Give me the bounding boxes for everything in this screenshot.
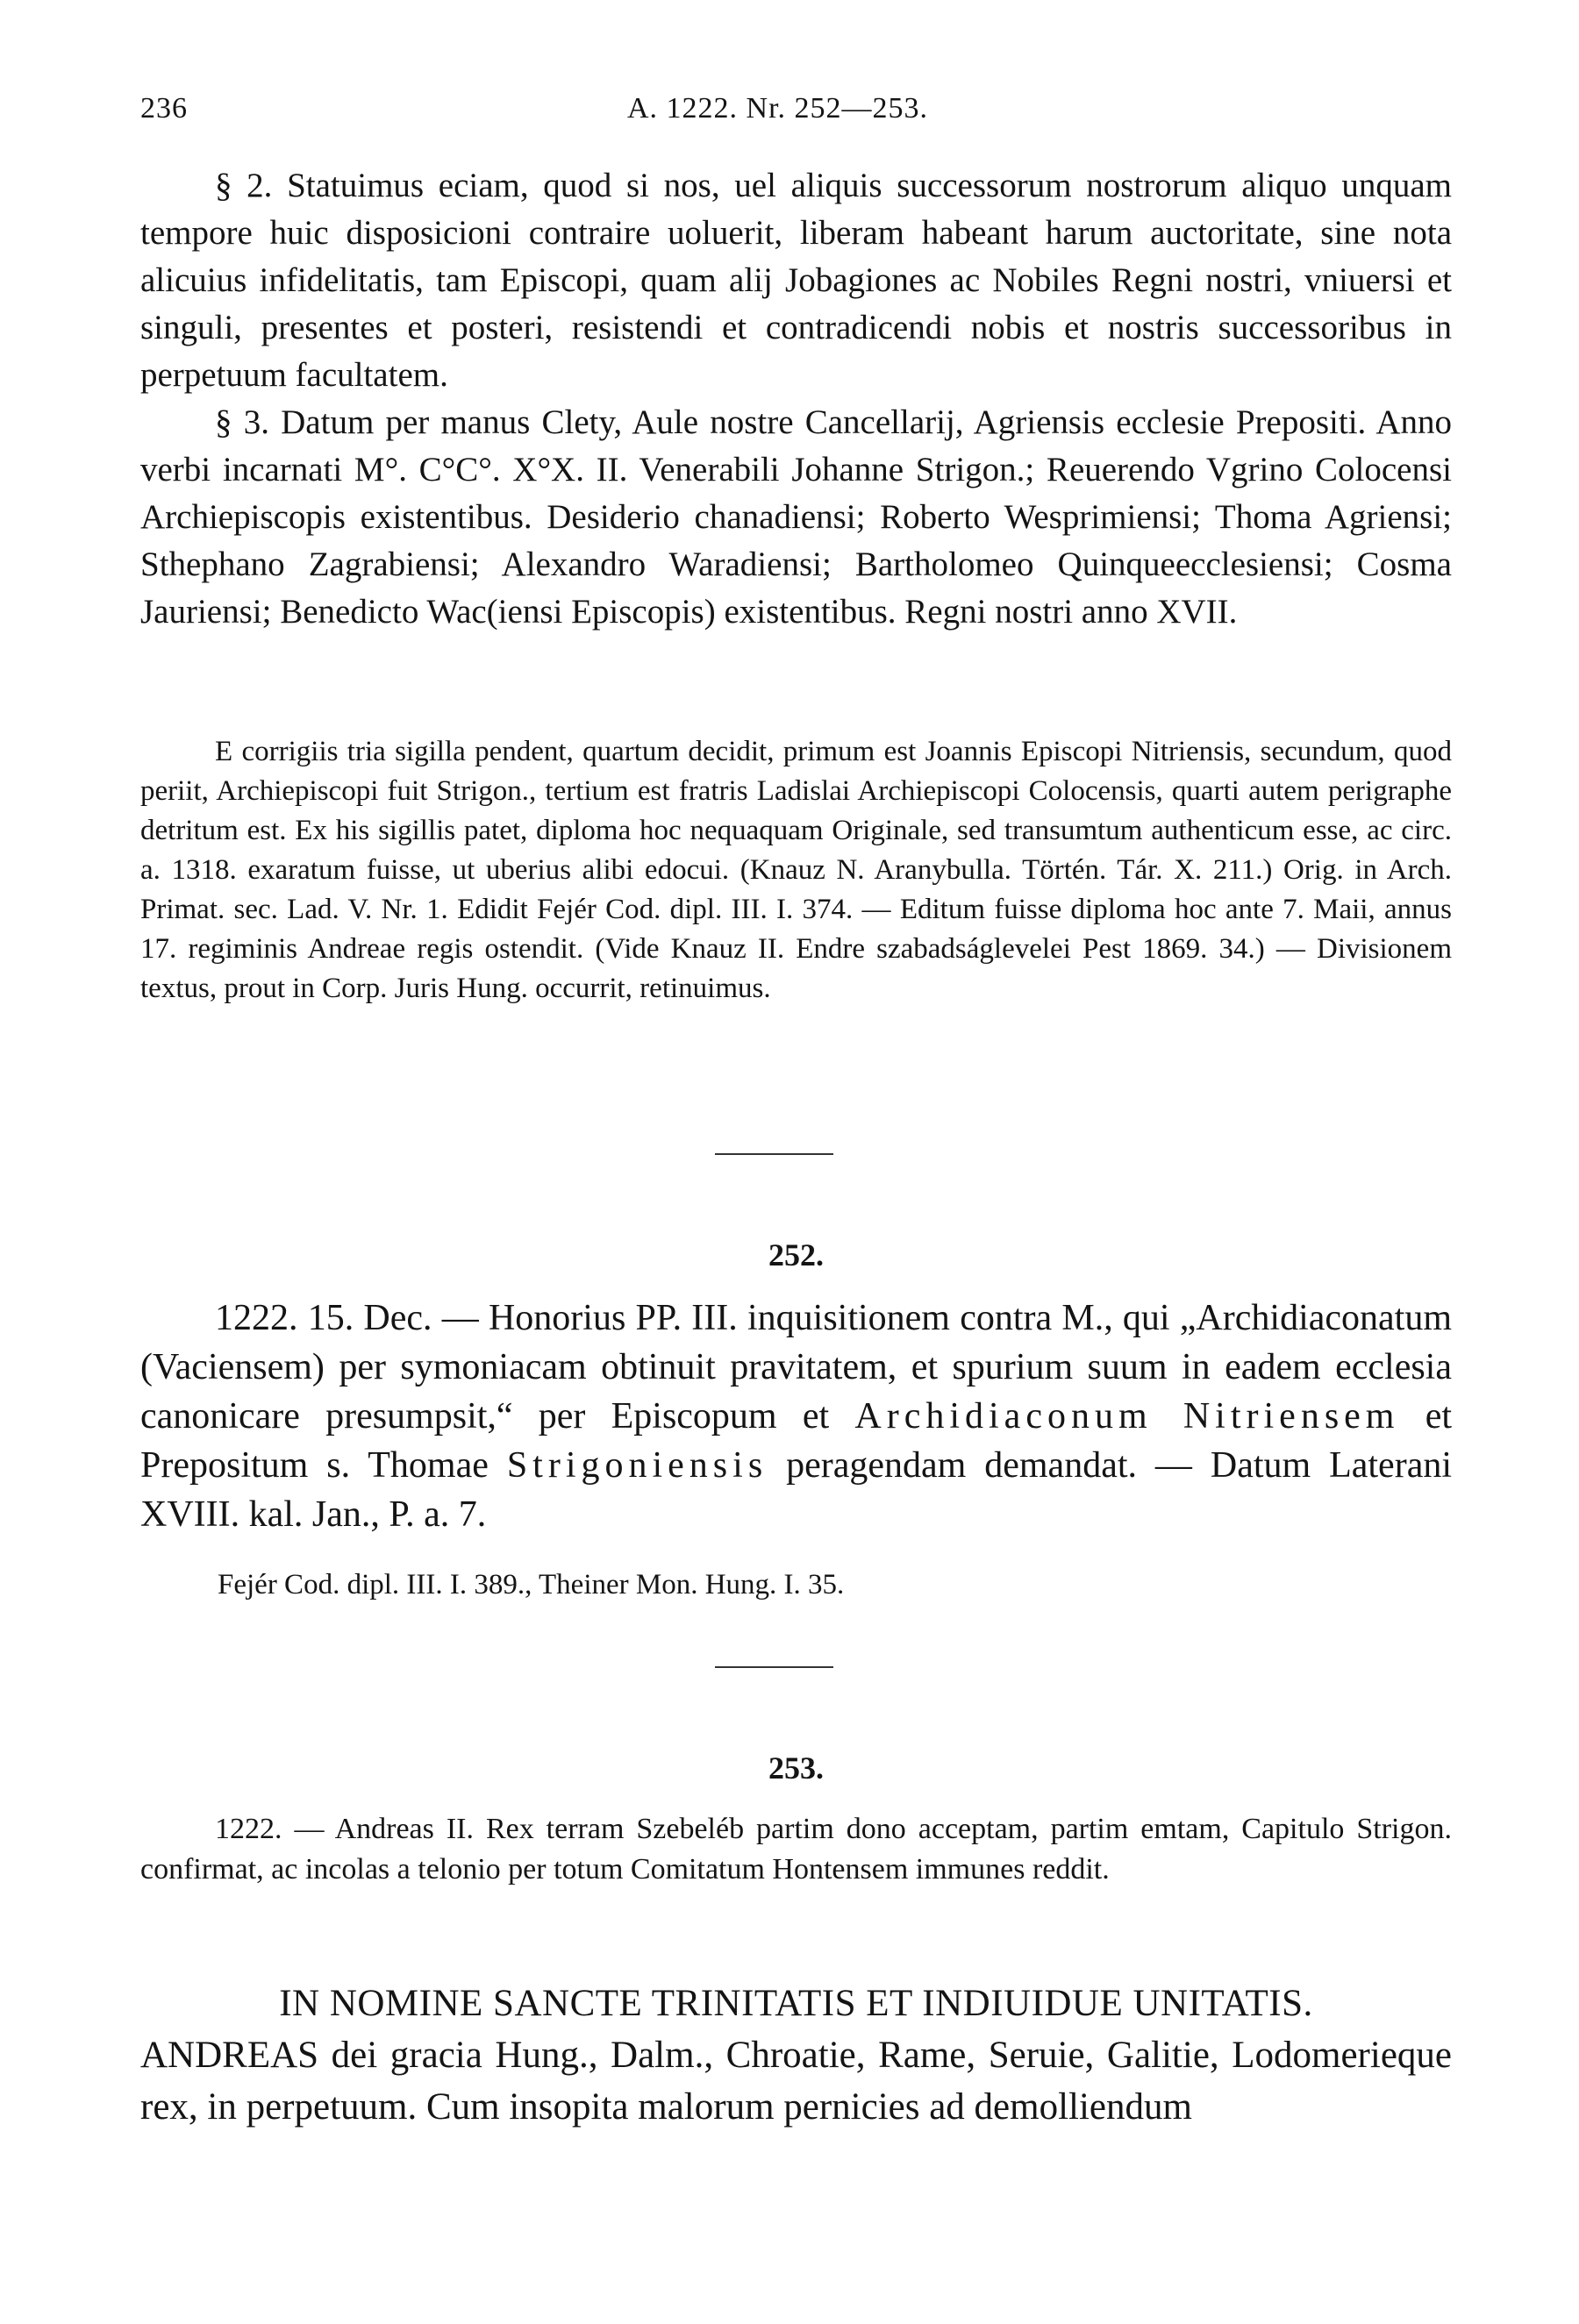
spaced-name-nitriensem: Archidiaconum Nitriensem: [854, 1396, 1400, 1436]
regest-253: [140, 1809, 1452, 1890]
invocation: IN NOMINE SANCTE TRINITATIS ET INDIUIDUE UNITATIS.: [279, 1983, 1313, 2024]
page-number: 236: [140, 92, 188, 125]
regest-252-text: 1222. 15. Dec. — Honorius PP. III. inquisitionem contra M., qui „Archidiaconatum (Vaciensem) per symoniacam obtinuit pravitatem, et spurium suum in eadem ecclesia canonicare presumpsit,“ per Episcopum et Archidiaconum Nitriensem et Prepositum s. Thomae Strigoniensis peragendam demandat. — Datum Laterani XVIII. kal. Jan., P. a. 7.: [140, 1298, 1453, 1535]
charter-continuation: [140, 162, 1452, 636]
separator-rule: [715, 1153, 833, 1155]
paragraph-section-2: § 2. Statuimus eciam, quod si nos, uel aliquis successorum nostrorum aliquo unquam tempore huic disposicioni contraire uoluerit, liberam habeant harum auctoritate, sine nota alicuius infidelitatis, tam Episcopi, quam alij Jobagiones ac Nobiles Regni nostri, vniuersi et singuli, presentes et posteri, resistendi et contradicendi nobis et nostris successoribus in perpetuum facultatem.: [140, 167, 1452, 394]
regest-252: [140, 1294, 1452, 1539]
document-number-253: 253.: [768, 1750, 824, 1786]
charter-253-text: ANDREAS dei gracia Hung., Dalm., Chroatie, Rame, Seruie, Galitie, Lodomerieque rex, in perpetuum. Cum insopita malorum pernicies ad demolliendum: [140, 2035, 1452, 2128]
note-paragraph: E corrigiis tria sigilla pendent, quartum decidit, primum est Joannis Episcopi Nitriensis, secundum, quod periit, Archiepiscopi fuit Strigon., tertium est fratris Ladislai Archiepiscopi Colocensis, quarti autem perigraphe detritum est. Ex his sigillis patet, diploma hoc nequaquam Originale, sed transumtum authenticum esse, ac circ. a. 1318. exaratum fuisse, ut uberius alibi edocui. (Knauz N. Aranybulla. Történ. Tár. X. 211.) Orig. in Arch. Primat. sec. Lad. V. Nr. 1. Edidit Fejér Cod. dipl. III. I. 374. — Editum fuisse diploma hoc ante 7. Maii, annus 17. regiminis Andreae regis ostendit. (Vide Knauz II. Endre szabadságlevelei Pest 1869. 34.) — Divisionem textus, prout in Corp. Juris Hung. occurrit, retinuimus.: [140, 736, 1452, 1004]
running-title: A. 1222. Nr. 252—253.: [627, 92, 929, 125]
document-number-252: 252.: [768, 1237, 824, 1272]
spaced-name-strigoniensis: Strigoniensis: [506, 1445, 768, 1486]
paragraph-section-3: § 3. Datum per manus Clety, Aule nostre Cancellarij, Agriensis ecclesie Prepositi. Anno verbi incarnati M°. C°C°. X°X. II. Venerabili Johanne Strigon.; Reuerendo Vgrino Colocensi Archiepiscopis existentibus. Desiderio chanadiensi; Roberto Wesprimiensi; Thoma Agriensi; Sthephano Zagrabiensi; Alexandro Waradiensi; Bartholomeo Quinqueecclesiensi; Cosma Jauriensi; Benedicto Wac(iensi Episcopis) existentibus. Regni nostri anno XVII.: [140, 403, 1452, 631]
running-header: [140, 92, 1452, 127]
regest-253-text: 1222. — Andreas II. Rex terram Szebeléb partim dono acceptam, partim emtam, Capitulo Strigon. confirmat, ac incolas a telonio per totum Comitatum Hontensem immunes reddit.: [140, 1813, 1452, 1886]
document-page: [140, 92, 1452, 2285]
separator-rule: [715, 1666, 833, 1668]
editorial-note: [140, 732, 1452, 1009]
source-252-text: Fejér Cod. dipl. III. I. 389., Theiner Mon. Hung. I. 35.: [218, 1569, 845, 1600]
charter-253: [140, 1978, 1452, 2133]
source-252: [218, 1565, 1529, 1604]
